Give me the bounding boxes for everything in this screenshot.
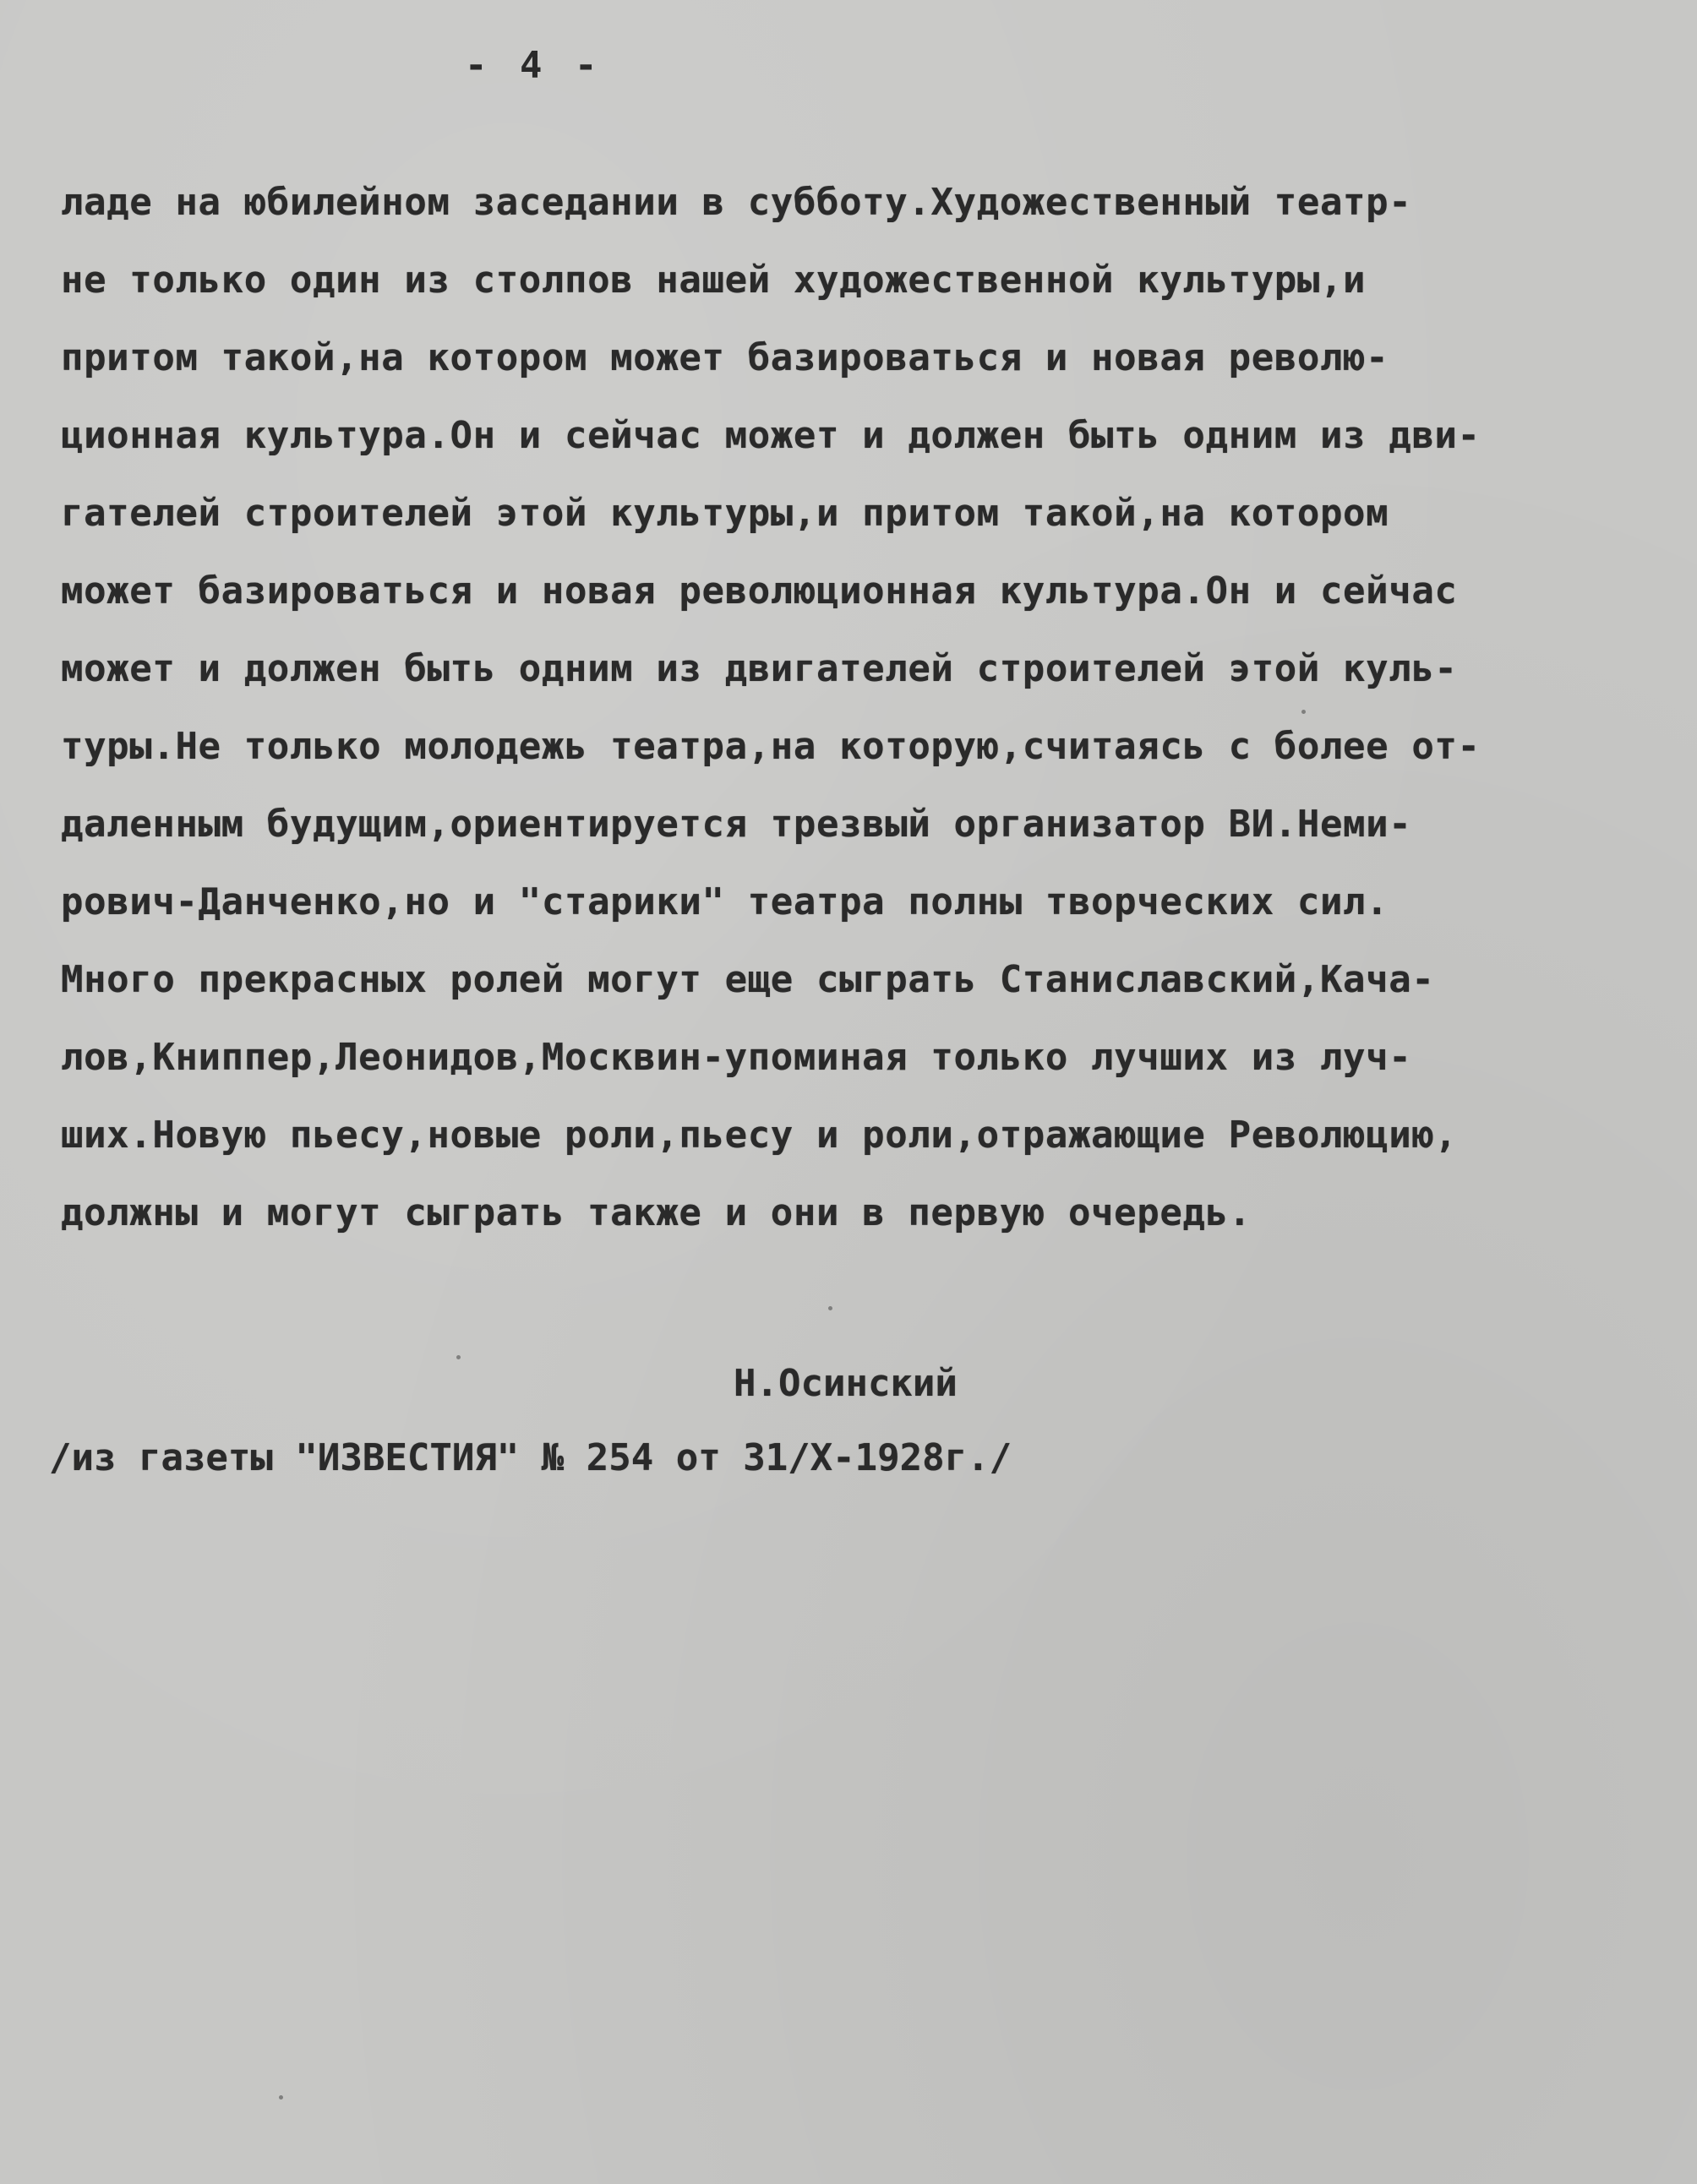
paper-speck bbox=[1301, 710, 1306, 714]
body-text bbox=[61, 164, 1692, 1252]
source-citation: /из газеты "ИЗВЕСТИЯ" № 254 от 31/X-1928г./ bbox=[49, 1436, 1012, 1479]
text-line: гателей строителей этой культуры,и притом такой,на котором bbox=[61, 492, 1389, 535]
text-line: Много прекрасных ролей могут еще сыграть Станиславский,Кача- bbox=[61, 958, 1435, 1001]
text-line: даленным будущим,ориентируется трезвый организатор ВИ.Неми- bbox=[61, 803, 1412, 846]
text-line: туры.Не только молодежь театра,на которую,считаясь с более от- bbox=[61, 725, 1481, 768]
text-line: лов,Книппер,Леонидов,Москвин-упоминая только лучших из луч- bbox=[61, 1036, 1412, 1079]
text-line: не только один из столпов нашей художественной культуры,и bbox=[61, 259, 1367, 302]
paper-speck bbox=[456, 1355, 461, 1359]
text-line: должны и могут сыграть также и они в первую очередь. bbox=[61, 1191, 1252, 1234]
text-line: ших.Новую пьесу,новые роли,пьесу и роли,отражающие Революцию, bbox=[61, 1114, 1458, 1157]
text-line: может и должен быть одним из двигателей строителей этой куль- bbox=[61, 647, 1458, 690]
paper-speck bbox=[279, 2095, 283, 2100]
paper-speck bbox=[828, 1306, 832, 1310]
text-line: притом такой,на котором может базироваться и новая револю- bbox=[61, 336, 1389, 379]
text-line: ладе на юбилейном заседании в субботу.Художественный театр- bbox=[61, 181, 1412, 224]
text-line: ционная культура.Он и сейчас может и должен быть одним из дви- bbox=[61, 414, 1481, 457]
author-signature: Н.Осинский bbox=[734, 1362, 958, 1405]
page-number: - 4 - bbox=[465, 44, 603, 87]
text-line: рович-Данченко,но и "старики" театра полны творческих сил. bbox=[61, 880, 1389, 923]
text-line: может базироваться и новая революционная культура.Он и сейчас bbox=[61, 569, 1458, 613]
